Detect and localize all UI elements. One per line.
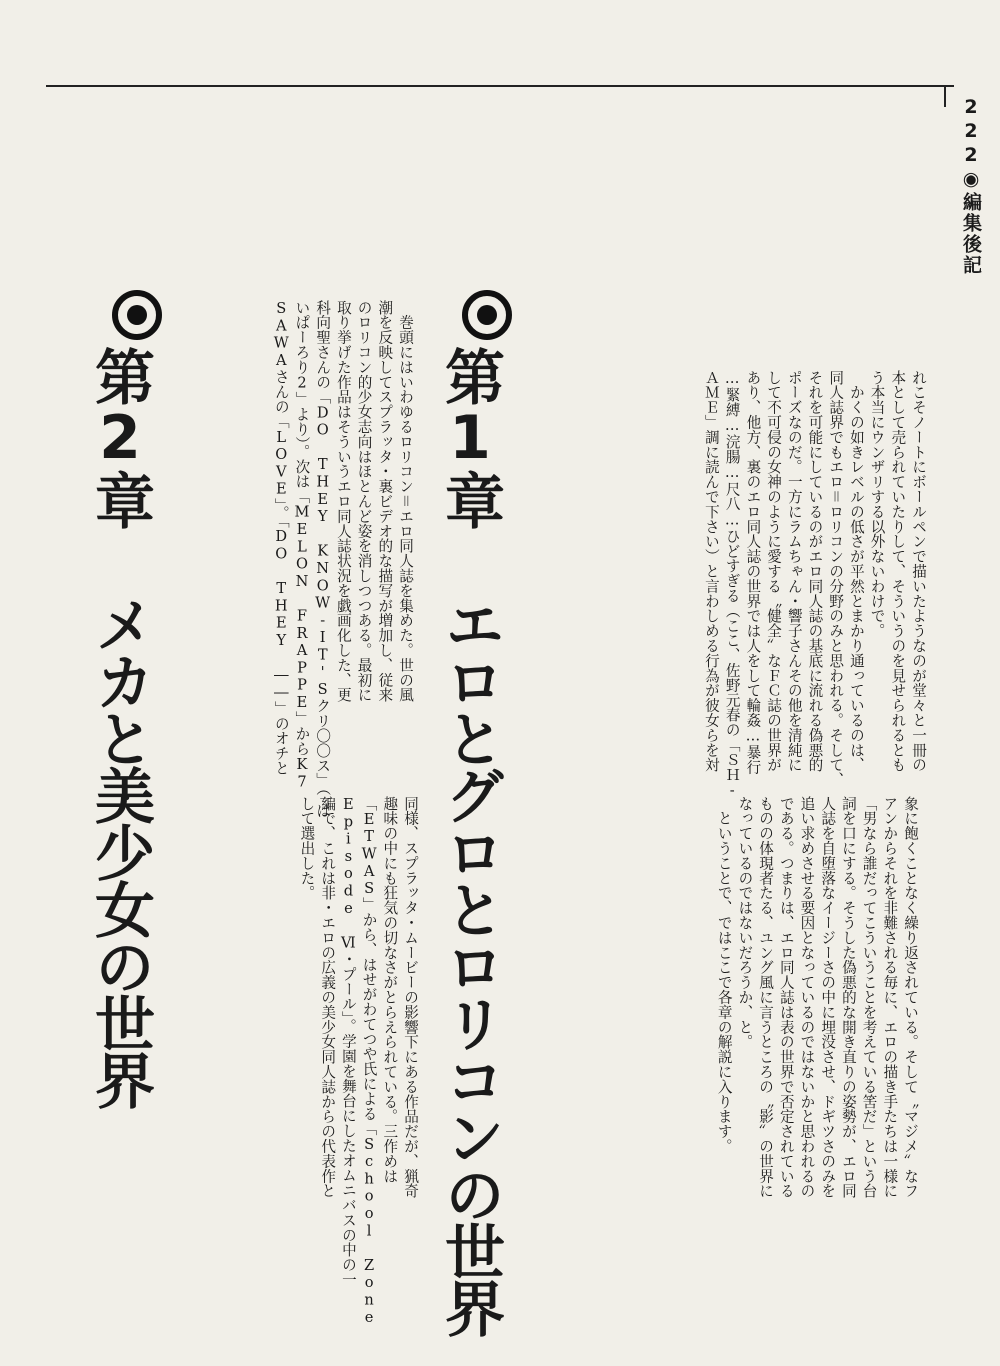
section-title: 編集後記 <box>960 192 982 276</box>
bullet-circle-icon <box>112 290 162 340</box>
chapter-1-heading <box>435 290 512 1335</box>
text-column-3: 巻頭にはいわゆるロリコン＝エロ同人誌を集めた。世の風 潮を反映してスプラッタ・裏ビデオ的な描写が増加し、従来 のロリコン的少女志向はほとんど姿を消しつつある。最初に 取り挙げた作品はそういうエロ同人誌状況を戯画化した、更 科向聖さんの「DO THEY KNOW-IT'Sクリ〇〇ス」（「は いぱーろり2」より）。次は「MELON FRAPPE」からK7 SAWAさんの「LOVE」。「DO THEY ――」のオチと <box>272 300 414 818</box>
page-number: 222 <box>960 96 982 168</box>
chapter-2-heading <box>85 290 162 1107</box>
text-column-1: れこそノートにボールペンで描いたようなのが堂々と一冊の 本として売られていたりして、そういうのを見せられるとも う本当にウンザリする以外ないわけで。 かくの如きレベルの低さが平然とまかり通っているのは、 同人誌界でもエロ＝ロリコンの分野のみと思われる。そして、 それを可能にしているのがエロ同人誌の基底に流れる偽悪的 ポーズなのだ。一方にラムちゃん・響子さんその他を清純に して不可侵の女神のように愛する〝健全〟なＦＣ誌の世界が あり、他方、裏のエロ同人誌の世界では人をして輪姦…暴行 …緊縛…浣腸…尺八…ひどすぎる（ここ、佐野元春の「ＳＨ- ＡＭＥ」調に読んで下さい）と言わしめる行為が彼女らを対 <box>702 370 927 800</box>
chapter-1-title: 第1章 エロとグロとロリコンの世界 <box>435 346 505 1335</box>
text-column-4: 同様、スプラッタ・ムービーの影響下にある作品だが、猟奇 趣味の中にも狂気の切なさがとらえられている。三作めは 「ETWAS」から、はせがわてつや氏による「School Zone Episode Ⅵ・プール」。学園を舞台にしたオムニバスの中の一 編で、これは非・エロの広義の美少女同人誌からの代表作と して選出した。 <box>298 796 419 1327</box>
header-rule-cap <box>944 85 946 107</box>
chapter-2-title: 第2章 メカと美少女の世界 <box>85 346 155 1107</box>
bullet-icon-small: ◉ <box>960 168 982 192</box>
page-header <box>958 96 985 276</box>
text-column-2: 象に飽くことなく繰り返されている。そして〝マジメ〟なフ アンからそれを非難される毎に、エロの描き手たちは一様に 「男なら誰だってこういうことを考えている筈だ」という台 詞を口にする。そうした偽悪的な開き直りの姿勢が、エロ同 人誌を自堕落なイージーさの中に埋没させ、ドギツさのみを 追い求めさせる要因となっているのではないかと思われるの である。つまりは、エロ同人誌は表の世界で否定されている ものの体現者たる、ユング風に言うところの〝影〟の世界に なっているのではないだろうか、と。 ということで、ではここで各章の解説に入ります。 <box>715 796 919 1199</box>
bullet-circle-icon <box>462 290 512 340</box>
header-rule <box>46 85 954 87</box>
